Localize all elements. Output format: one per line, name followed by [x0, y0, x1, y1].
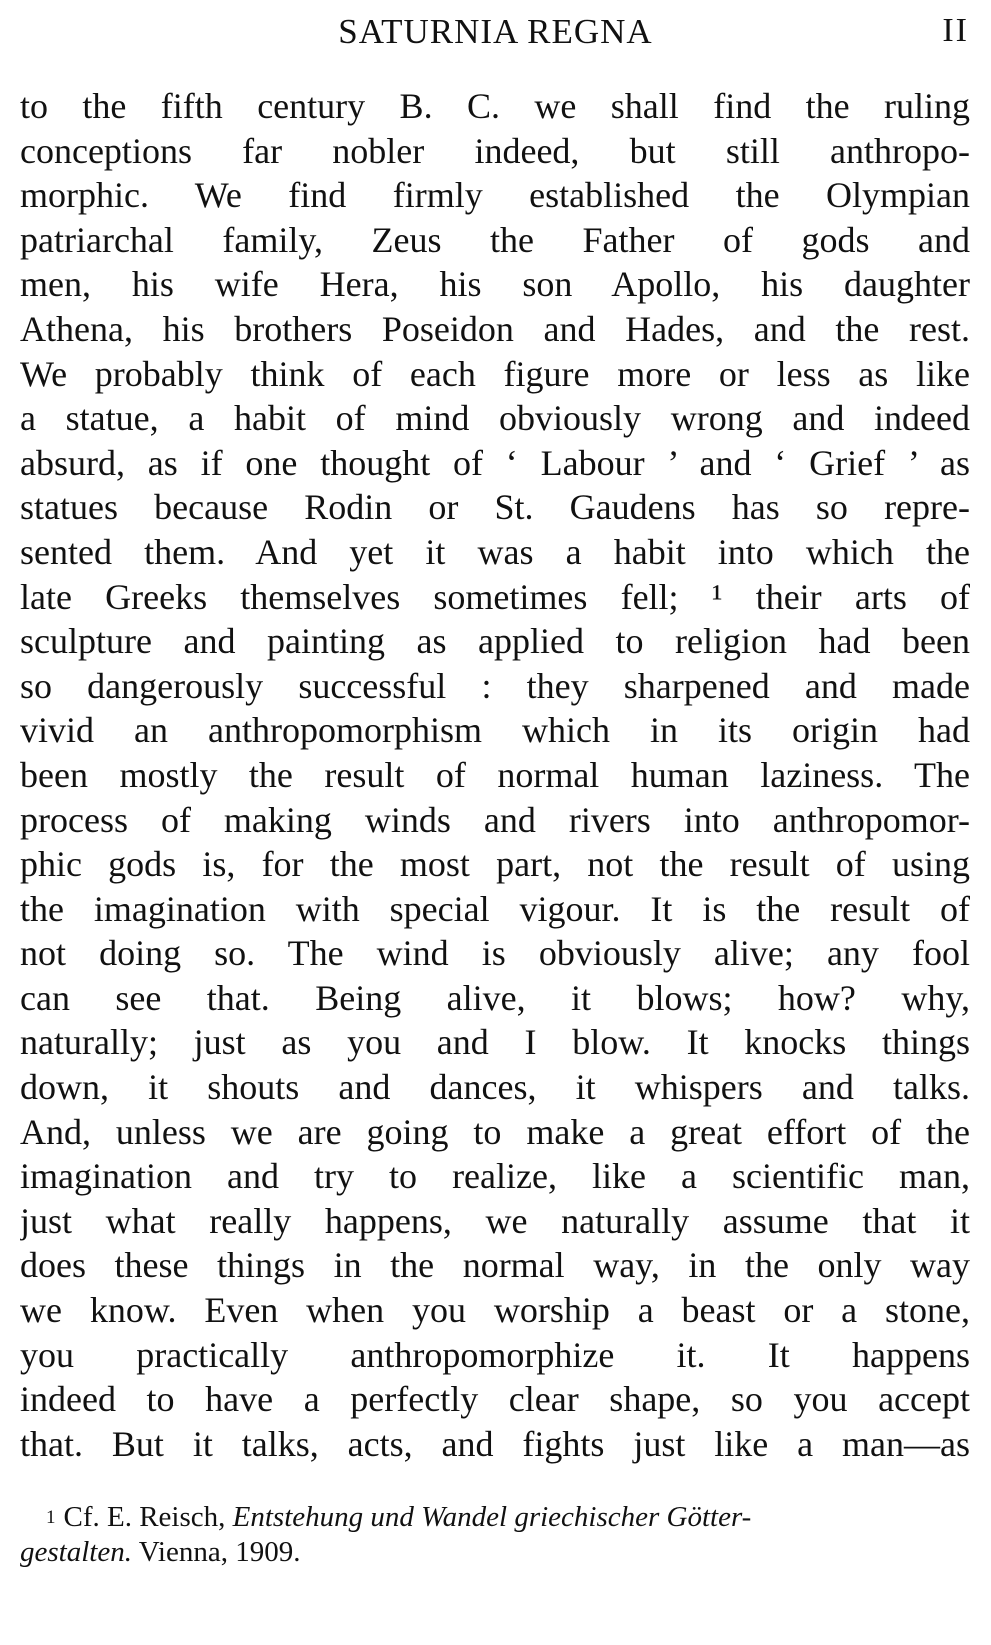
- body-line: the imagination with special vigour. It is the result of: [20, 888, 970, 929]
- body-line: a statue, a habit of mind obviously wrong and indeed: [20, 398, 970, 439]
- body-line: vivid an anthropomorphism which in its origin had: [20, 710, 970, 751]
- body-line: Athena, his brothers Poseidon and Hades, and the rest.: [20, 308, 970, 349]
- footnote-suffix: Vienna, 1909.: [138, 1536, 301, 1568]
- body-line: And, unless we are going to make a great effort of the: [20, 1111, 970, 1152]
- body-line: morphic. We find firmly established the Olympian: [20, 175, 970, 216]
- body-line: we know. Even when you worship a beast or a stone,: [20, 1290, 970, 1331]
- body-line: process of making winds and rivers into anthropomor-: [20, 799, 970, 840]
- body-line: to the fifth century B. C. we shall find the ruling: [20, 86, 970, 126]
- body-line: phic gods is, for the most part, not the result of using: [20, 844, 970, 885]
- body-text: [20, 84, 970, 1466]
- body-line: patriarchal family, Zeus the Father of gods and: [20, 219, 970, 260]
- body-line: sculpture and painting as applied to religion had been: [20, 621, 970, 662]
- body-line: can see that. Being alive, it blows; how? why,: [20, 977, 970, 1018]
- footnote: [20, 1500, 970, 1570]
- body-line: We probably think of each figure more or less as like: [20, 353, 970, 394]
- body-line: been mostly the result of normal human laziness. The: [20, 754, 970, 795]
- body-line: naturally; just as you and I blow. It knocks things: [20, 1022, 970, 1063]
- body-line: not doing so. The wind is obviously alive; any fool: [20, 933, 970, 974]
- body-line: imagination and try to realize, like a scientific man,: [20, 1156, 970, 1197]
- body-line: down, it shouts and dances, it whispers and talks.: [20, 1067, 970, 1108]
- footnote-line-2: [20, 1535, 970, 1570]
- page-number: II: [942, 12, 969, 49]
- body-line: that. But it talks, acts, and fights just like a man—as: [20, 1423, 970, 1464]
- footnote-marker: 1: [46, 1507, 56, 1528]
- body-line: just what really happens, we naturally assume that it: [20, 1200, 970, 1241]
- body-line: so dangerously successful : they sharpened and made: [20, 665, 970, 706]
- body-line: conceptions far nobler indeed, but still anthropo-: [20, 130, 970, 171]
- body-line: indeed to have a perfectly clear shape, so you accept: [20, 1379, 970, 1420]
- body-line: you practically anthropomorphize it. It happens: [20, 1334, 970, 1375]
- body-line: does these things in the normal way, in the only way: [20, 1245, 970, 1286]
- footnote-line-1: [20, 1500, 970, 1535]
- page-header: [0, 8, 991, 58]
- body-line: men, his wife Hera, his son Apollo, his daughter: [20, 264, 970, 305]
- footnote-prefix: Cf. E. Reisch,: [63, 1501, 226, 1533]
- body-line: late Greeks themselves sometimes fell; ¹ their arts of: [20, 576, 970, 617]
- body-line: statues because Rodin or St. Gaudens has so repre-: [20, 487, 970, 528]
- footnote-title-part1: Entstehung und Wandel griechischer Götter-: [232, 1501, 752, 1533]
- footnote-title-part2: gestalten.: [20, 1536, 132, 1568]
- body-line: absurd, as if one thought of ‘ Labour ’ and ‘ Grief ’ as: [20, 442, 970, 483]
- body-line: sented them. And yet it was a habit into which the: [20, 531, 970, 572]
- running-head: SATURNIA REGNA: [338, 12, 653, 51]
